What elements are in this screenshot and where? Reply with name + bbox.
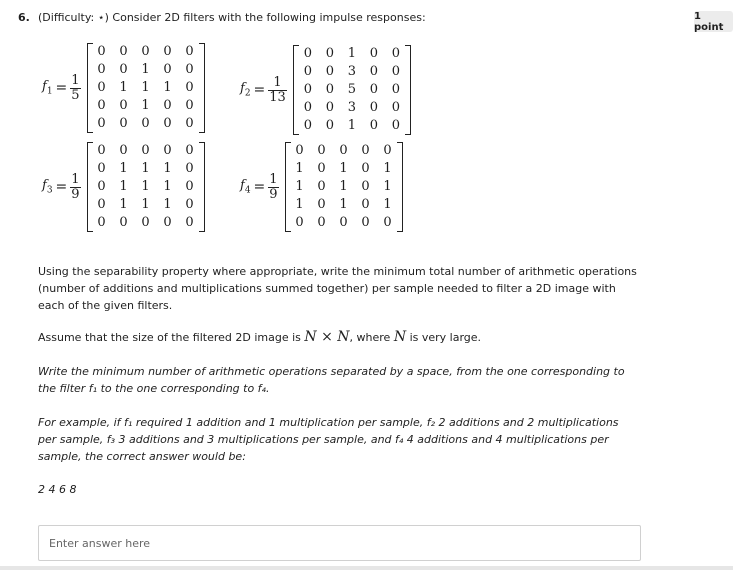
filter-matrix (293, 45, 411, 135)
matrix-cell: 1 (119, 80, 128, 95)
matrix-cell: 0 (185, 98, 194, 113)
matrix-cell: 0 (119, 143, 128, 158)
matrix-cell: 1 (141, 197, 150, 212)
matrix-cell: 0 (97, 80, 106, 95)
filter-f4: $f_4$ = $\frac{1}{9}$ 0 0 0 0 0 1 0 1 0 1 1 0 1 0 1 1 0 1 0 1 0 0 0 0 0 (240, 142, 403, 232)
matrix-cell: 0 (185, 179, 194, 194)
matrix-cell: 1 (119, 197, 128, 212)
matrix-cell: 1 (119, 179, 128, 194)
matrix-cell: 0 (185, 62, 194, 77)
filter-f1: $f_1$ = $\frac{1}{5}$ 0 0 0 0 0 0 0 1 0 0 0 1 1 1 0 0 0 1 0 0 0 0 0 0 0 (42, 43, 205, 133)
matrix-cell: 0 (325, 118, 334, 133)
matrix-cell: 0 (317, 143, 326, 158)
matrix-cell: 0 (295, 143, 304, 158)
matrix-cell: 0 (369, 46, 378, 61)
matrix-cell: 0 (185, 197, 194, 212)
matrix-cell: 0 (163, 116, 172, 131)
filter-matrix (285, 142, 403, 232)
matrix-cell: 0 (317, 197, 326, 212)
matrix-cell: 0 (391, 118, 400, 133)
matrix-cell: 1 (383, 179, 392, 194)
answer-input[interactable] (38, 525, 641, 561)
filter-f2: $f_2$ = $\frac{1}{13}$ 0 0 1 0 0 0 0 3 0 0 0 0 5 0 0 0 0 3 0 0 0 0 1 0 0 (240, 45, 411, 135)
matrix-cell: 1 (347, 118, 356, 133)
matrix-cell: 0 (119, 116, 128, 131)
matrix-cell: 0 (369, 82, 378, 97)
matrix-cell: 0 (97, 215, 106, 230)
matrix-cell: 0 (97, 161, 106, 176)
matrix-cell: 1 (119, 161, 128, 176)
matrix-cell: 0 (383, 215, 392, 230)
matrix-cell: 0 (141, 116, 150, 131)
matrix-cell: 1 (141, 98, 150, 113)
matrix-cell: 0 (361, 197, 370, 212)
matrix-cell: 0 (391, 64, 400, 79)
matrix-cell: 0 (369, 118, 378, 133)
matrix-cell: 1 (163, 197, 172, 212)
matrix-cell: 1 (163, 80, 172, 95)
matrix-cell: 0 (361, 161, 370, 176)
matrix-cell: 5 (347, 82, 356, 97)
matrix-cell: 0 (141, 44, 150, 59)
matrix-cell: 0 (163, 62, 172, 77)
example-answer: 2 4 6 8 (38, 483, 77, 496)
matrix-cell: 1 (141, 161, 150, 176)
matrix-cell: 0 (163, 98, 172, 113)
matrix-cell: 0 (119, 98, 128, 113)
question-header: (Difficulty: ⋆) Consider 2D filters with the following impulse responses: (38, 11, 426, 24)
matrix-cell: 0 (163, 44, 172, 59)
assumption-paragraph: Assume that the size of the filtered 2D image is N × N, where N is very large. (38, 329, 482, 345)
filter-label: $f_3$ (42, 178, 53, 196)
matrix-cell: 0 (185, 143, 194, 158)
matrix-cell: 0 (391, 82, 400, 97)
points-badge: 1 point (694, 11, 733, 32)
matrix-cell: 0 (391, 46, 400, 61)
bottom-divider (0, 566, 733, 570)
matrix-cell: 0 (317, 215, 326, 230)
matrix-cell: 1 (163, 161, 172, 176)
instructions-paragraph: Using the separability property where appropriate, write the minimum total number of arithmetic operations (number of additions and multiplications summed together) per sample needed to filter a 2D image with each of the given filters. (38, 265, 637, 312)
matrix-cell: 1 (339, 197, 348, 212)
matrix-cell: 0 (361, 143, 370, 158)
matrix-cell: 1 (141, 62, 150, 77)
matrix-cell: 3 (347, 64, 356, 79)
matrix-cell: 0 (317, 179, 326, 194)
matrix-cell: 3 (347, 100, 356, 115)
matrix-cell: 1 (141, 179, 150, 194)
matrix-cell: 0 (303, 118, 312, 133)
matrix-cell: 0 (119, 62, 128, 77)
question-number: 6. (18, 11, 30, 24)
matrix-cell: 0 (97, 98, 106, 113)
matrix-cell: 1 (339, 161, 348, 176)
matrix-cell: 0 (185, 44, 194, 59)
matrix-cell: 1 (339, 179, 348, 194)
matrix-cell: 0 (97, 143, 106, 158)
matrix-cell: 0 (325, 82, 334, 97)
matrix-cell: 1 (383, 161, 392, 176)
matrix-cell: 0 (97, 62, 106, 77)
matrix-cell: 1 (347, 46, 356, 61)
filter-label: $f_1$ (42, 79, 53, 97)
matrix-cell: 0 (391, 100, 400, 115)
matrix-cell: 0 (295, 215, 304, 230)
matrix-cell: 1 (383, 197, 392, 212)
example-paragraph: For example, if f₁ required 1 addition and 1 multiplication per sample, f₂ 2 additions and 2 multiplications per sample, f₃ 3 additions and 3 multiplications per sample, and f₄ 4 additions and 4 multiplications per sample, the correct answer would be: (38, 416, 619, 463)
format-paragraph: Write the minimum number of arithmetic operations separated by a space, from the one corresponding to the filter f₁ to the one corresponding to f₄. (38, 365, 625, 395)
matrix-cell: 0 (97, 116, 106, 131)
matrix-cell: 0 (339, 143, 348, 158)
matrix-cell: 0 (141, 143, 150, 158)
matrix-cell: 0 (369, 100, 378, 115)
matrix-cell: 0 (97, 197, 106, 212)
matrix-cell: 0 (185, 215, 194, 230)
matrix-cell: 0 (163, 215, 172, 230)
matrix-cell: 0 (383, 143, 392, 158)
filter-f3: $f_3$ = $\frac{1}{9}$ 0 0 0 0 0 0 1 1 1 0 0 1 1 1 0 0 1 1 1 0 0 0 0 0 0 (42, 142, 205, 232)
matrix-cell: 0 (119, 215, 128, 230)
matrix-cell: 1 (295, 161, 304, 176)
matrix-cell: 1 (295, 179, 304, 194)
matrix-cell: 0 (303, 64, 312, 79)
matrix-cell: 0 (303, 100, 312, 115)
matrix-cell: 0 (317, 161, 326, 176)
matrix-cell: 0 (119, 44, 128, 59)
matrix-cell: 0 (141, 215, 150, 230)
matrix-cell: 0 (303, 46, 312, 61)
matrix-cell: 0 (325, 64, 334, 79)
filter-matrix (87, 43, 205, 133)
matrix-cell: 0 (163, 143, 172, 158)
matrix-cell: 0 (185, 161, 194, 176)
matrix-cell: 0 (361, 179, 370, 194)
matrix-cell: 0 (97, 179, 106, 194)
matrix-cell: 0 (185, 116, 194, 131)
matrix-cell: 1 (141, 80, 150, 95)
matrix-cell: 1 (295, 197, 304, 212)
matrix-cell: 0 (303, 82, 312, 97)
matrix-cell: 0 (97, 44, 106, 59)
matrix-cell: 0 (325, 46, 334, 61)
filter-label: $f_2$ (240, 81, 251, 99)
filter-label: $f_4$ (240, 178, 251, 196)
matrix-cell: 0 (325, 100, 334, 115)
filter-matrix (87, 142, 205, 232)
matrix-cell: 0 (361, 215, 370, 230)
matrix-cell: 1 (163, 179, 172, 194)
matrix-cell: 0 (185, 80, 194, 95)
matrix-cell: 0 (369, 64, 378, 79)
matrix-cell: 0 (339, 215, 348, 230)
